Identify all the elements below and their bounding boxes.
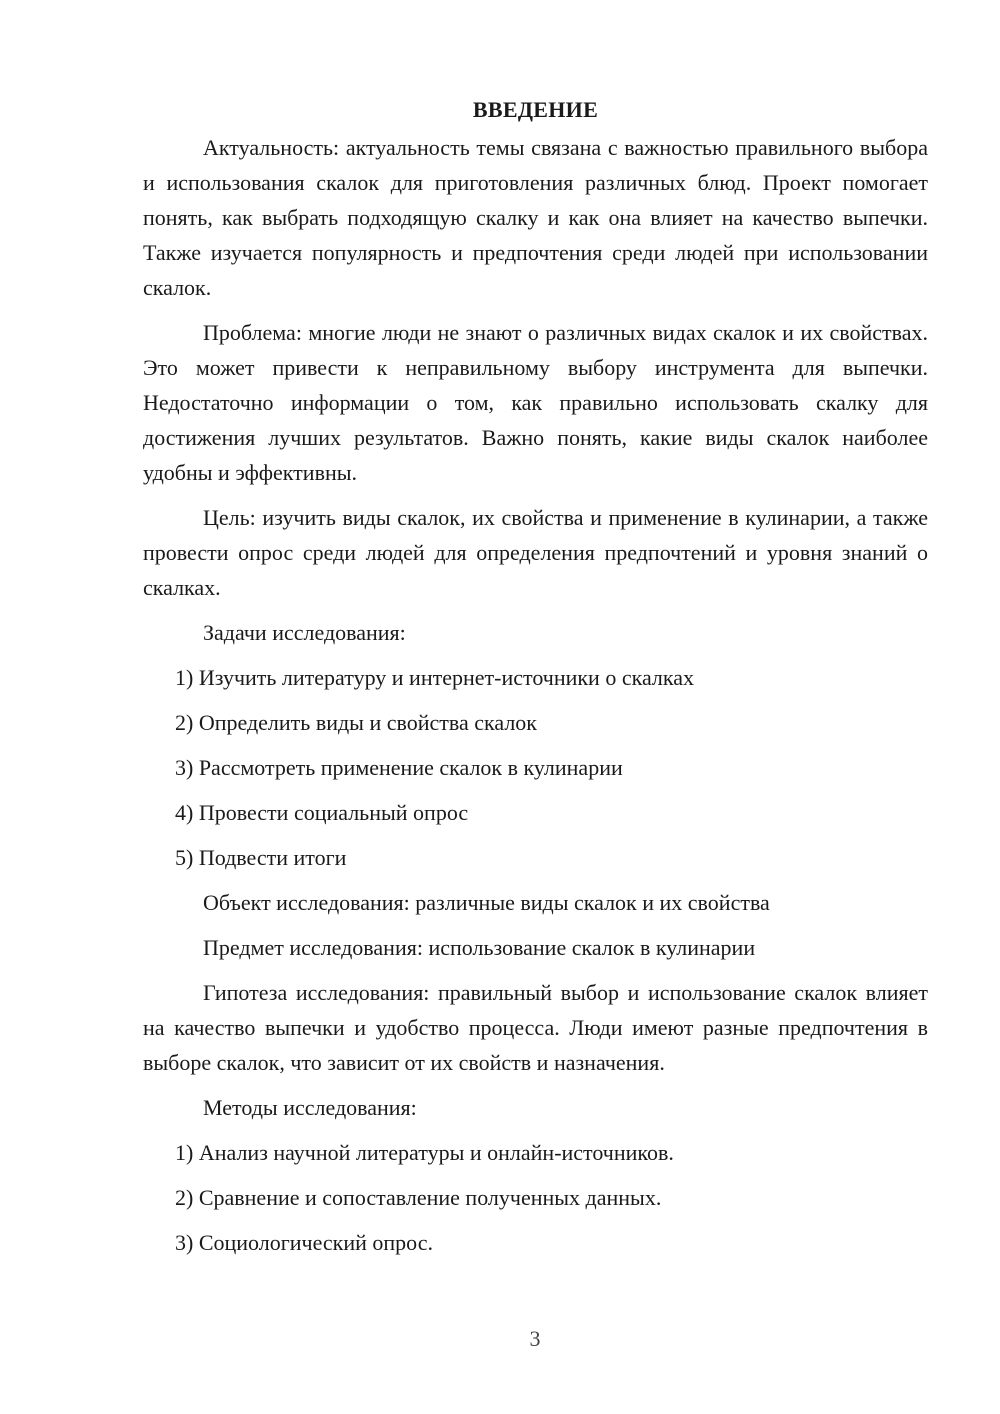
list-item: 3) Социологический опрос. (175, 1230, 433, 1255)
object-line: Объект исследования: различные виды скалок и их свойства (203, 890, 770, 915)
list-item: 1) Изучить литературу и интернет-источники о скалках (175, 665, 695, 690)
list-item: 2) Определить виды и свойства скалок (175, 710, 537, 735)
hypothesis-paragraph: Гипотеза исследования: правильный выбор и использование скалок влияет на качество выпечки и удобство процесса. Люди имеют разные предпочтения в выборе скалок, что зависит от их свойств и назначения. (143, 980, 928, 1075)
problem-paragraph: Проблема: многие люди не знают о различных видах скалок и их свойствах. Это может привести к неправильному выбору инструмента для выпечки. Недостаточно информации о том, как правильно использовать скалку для достижения лучших результатов. Важно понять, какие виды скалок наиболее удобны и эффективны. (143, 320, 928, 485)
list-item: 3) Рассмотреть применение скалок в кулинарии (175, 755, 623, 780)
section-title: ВВЕДЕНИЕ (472, 97, 599, 122)
page-number: 3 (529, 1326, 541, 1351)
list-item: 2) Сравнение и сопоставление полученных данных. (175, 1185, 662, 1210)
list-item: 4) Провести социальный опрос (175, 800, 469, 825)
list-item: 5) Подвести итоги (175, 845, 347, 870)
tasks-heading: Задачи исследования: (203, 620, 406, 645)
document-page (143, 92, 928, 1270)
list-item: 1) Анализ научной литературы и онлайн-источников. (175, 1140, 674, 1165)
subject-line: Предмет исследования: использование скалок в кулинарии (203, 935, 756, 960)
goal-paragraph: Цель: изучить виды скалок, их свойства и применение в кулинарии, а также провести опрос среди людей для определения предпочтений и уровня знаний о скалках. (143, 505, 928, 600)
methods-heading: Методы исследования: (203, 1095, 417, 1120)
relevance-paragraph: Актуальность: актуальность темы связана с важностью правильного выбора и использования скалок для приготовления различных блюд. Проект помогает понять, как выбрать подходящую скалку и как она влияет на качество выпечки. Также изучается популярность и предпочтения среди людей при использовании скалок. (143, 135, 928, 300)
